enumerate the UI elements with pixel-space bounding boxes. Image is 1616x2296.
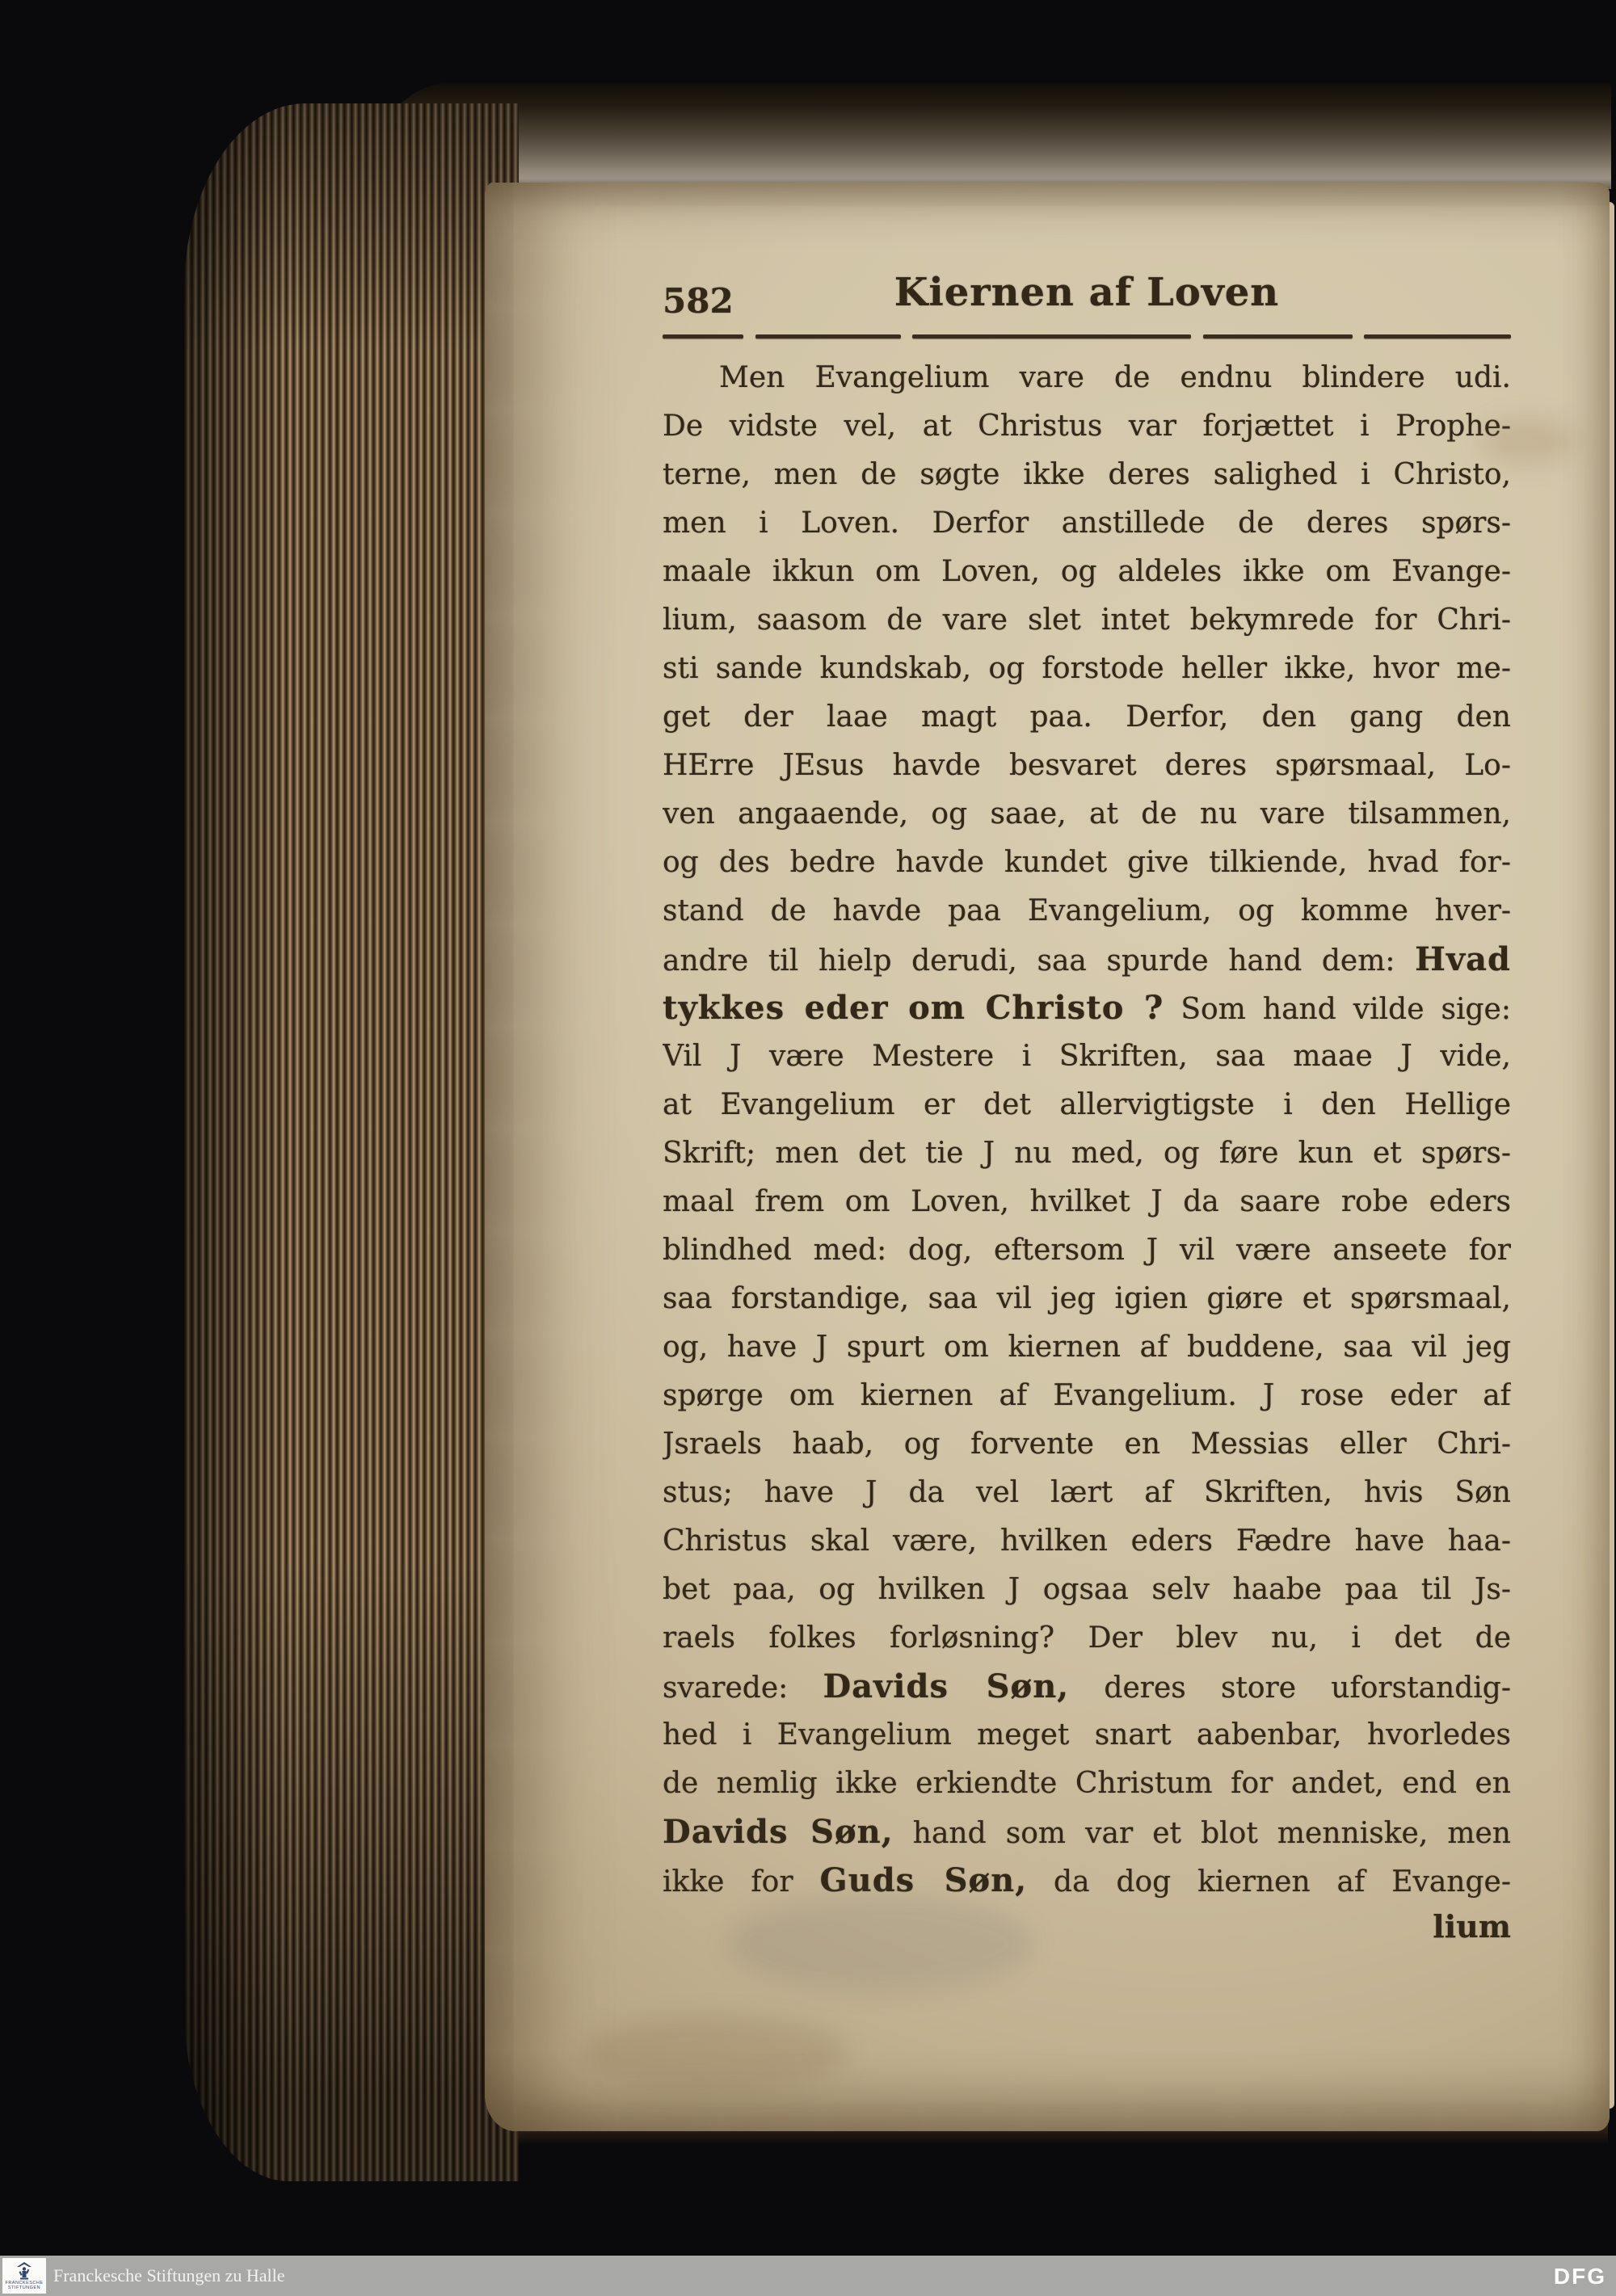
francke-logo-caption-1: FRANCKESCHE bbox=[5, 2280, 44, 2285]
text-line: Vil J være Mestere i Skriften, saa maae J vide, bbox=[663, 1040, 1511, 1073]
footer-institution: Franckesche Stiftungen zu Halle bbox=[53, 2265, 285, 2285]
text-line: terne, men de søgte ikke deres salighed i Christo, bbox=[663, 458, 1511, 491]
page-number: 582 bbox=[663, 281, 734, 321]
rule-segment bbox=[755, 334, 901, 339]
text-line: Christus skal være, hvilken eders Fædre have haa- bbox=[663, 1524, 1511, 1558]
catchword: lium bbox=[1433, 1908, 1511, 1945]
text-line: saa forstandige, saa vil jeg igien giøre et spørsmaal, bbox=[663, 1282, 1511, 1315]
text-line: andre til hielp derudi, saa spurde hand dem: Hvad bbox=[663, 940, 1511, 978]
page-header bbox=[663, 270, 1511, 333]
text-line: ven angaaende, og saae, at de nu vare tilsammen, bbox=[663, 797, 1511, 831]
text-line: sti sande kundskab, og forstode heller ikke, hvor me- bbox=[663, 652, 1511, 685]
text-line: de nemlig ikke erkiendte Christum for andet, end en bbox=[663, 1767, 1511, 1800]
footer-bar bbox=[0, 2256, 1616, 2296]
text-line: Davids Søn, hand som var et blot menniske, men bbox=[663, 1813, 1511, 1851]
book-page-edges bbox=[184, 103, 519, 2181]
rule-segment bbox=[1364, 334, 1511, 339]
francke-logo-caption-2: STIFTUNGEN bbox=[7, 2285, 41, 2290]
rule-segment bbox=[912, 334, 1191, 339]
text-line: tykkes eder om Christo ? Som hand vilde sige: bbox=[663, 989, 1511, 1027]
francke-emblem-icon bbox=[16, 2262, 32, 2280]
francke-logo bbox=[2, 2258, 46, 2294]
text-line: maal frem om Loven, hvilket J da saare robe eders bbox=[663, 1185, 1511, 1218]
text-line: og, have J spurt om kiernen af buddene, saa vil jeg bbox=[663, 1331, 1511, 1364]
book-page bbox=[485, 183, 1610, 2131]
rule-segment bbox=[663, 334, 743, 339]
text-line: De vidste vel, at Christus var forjættet i Prophe- bbox=[663, 410, 1511, 443]
text-line: maale ikkun om Loven, og aldeles ikke om Evange- bbox=[663, 555, 1511, 588]
text-line: stand de havde paa Evangelium, og komme hver- bbox=[663, 894, 1511, 927]
header-rule bbox=[663, 334, 1511, 339]
text-line: men i Loven. Derfor anstillede de deres spørs- bbox=[663, 507, 1511, 540]
text-line: stus; have J da vel lært af Skriften, hvis Søn bbox=[663, 1476, 1511, 1509]
text-line: spørge om kiernen af Evangelium. J rose eder af bbox=[663, 1379, 1511, 1412]
text-line: bet paa, og hvilken J ogsaa selv haabe paa til Js- bbox=[663, 1573, 1511, 1606]
rule-segment bbox=[1203, 334, 1353, 339]
text-line: blindhed med: dog, eftersom J vil være anseete for bbox=[663, 1234, 1511, 1267]
text-line: at Evangelium er det allervigtigste i den Hellige bbox=[663, 1088, 1511, 1121]
text-line: svarede: Davids Søn, deres store uforstandig- bbox=[663, 1667, 1511, 1705]
text-line: Skrift; men det tie J nu med, og føre kun et spørs- bbox=[663, 1137, 1511, 1170]
dfg-logo: DFG bbox=[1553, 2264, 1606, 2289]
text-line: ikke for Guds Søn, da dog kiernen af Evange- bbox=[663, 1861, 1511, 1899]
paper-stain bbox=[582, 2016, 848, 2089]
running-title: Kiernen af Loven bbox=[894, 270, 1280, 315]
text-line: hed i Evangelium meget snart aabenbar, hvorledes bbox=[663, 1718, 1511, 1751]
text-line: Jsraels haab, og forvente en Messias eller Chri- bbox=[663, 1428, 1511, 1461]
text-line: Men Evangelium vare de endnu blindere udi. bbox=[719, 361, 1511, 394]
book-top-edge bbox=[380, 82, 1611, 189]
text-line: HErre JEsus havde besvaret deres spørsmaal, Lo- bbox=[663, 749, 1511, 782]
text-line: lium, saasom de vare slet intet bekymrede for Chri- bbox=[663, 603, 1511, 637]
text-line: get der laae magt paa. Derfor, den gang den bbox=[663, 700, 1511, 734]
body-text bbox=[663, 354, 1511, 1905]
text-line: og des bedre havde kundet give tilkiende, hvad for- bbox=[663, 846, 1511, 879]
text-line: raels folkes forløsning? Der blev nu, i det de bbox=[663, 1621, 1511, 1655]
